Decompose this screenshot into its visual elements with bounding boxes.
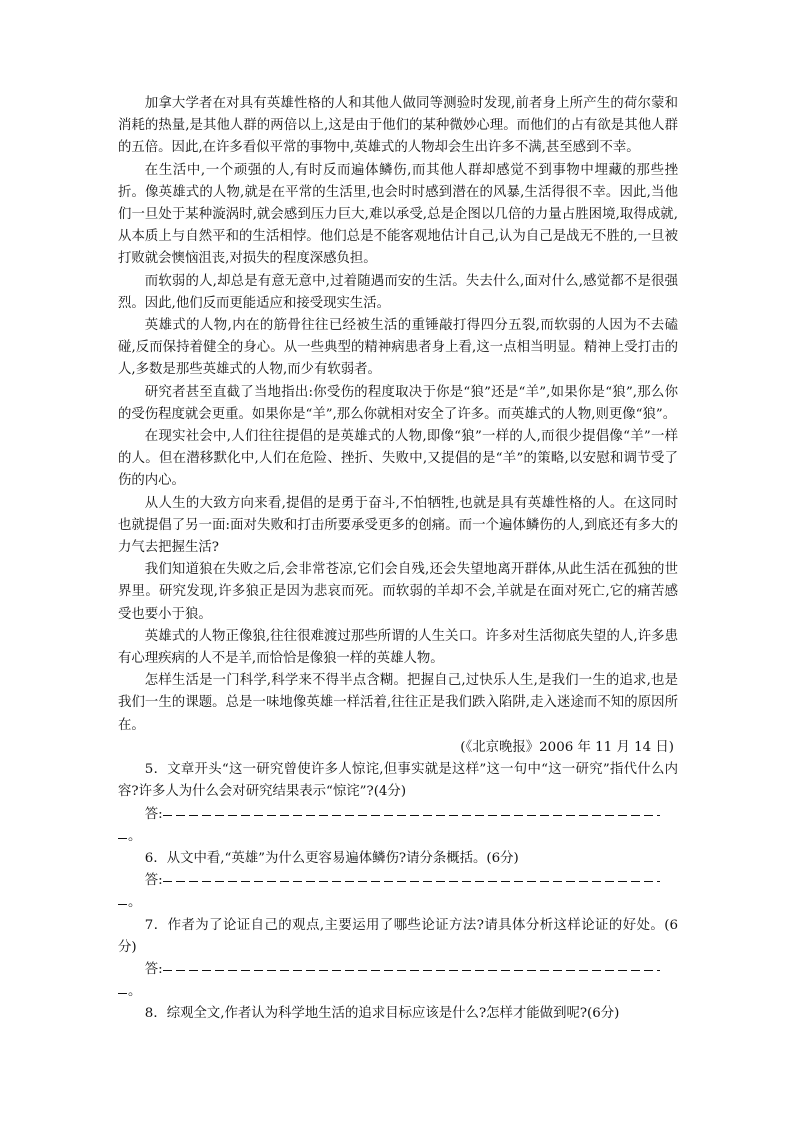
question-6: 6．从文中看,“英雄”为什么更容易遍体鳞伤?请分条概括。(6分) (144, 850, 519, 866)
question-7: 7．作者为了论证自己的观点,主要运用了哪些论证方法?请具体分析这样论证的好处。(6分) (118, 917, 678, 955)
answer-line-end (118, 892, 678, 914)
paragraph: 在生活中,一个顽强的人,有时反而遍体鳞伤,而其他人群却感觉不到事物中埋藏的那些挫折。像英雄式的人物,就是在平常的生活里,也会时时感到潜在的风暴,生活得很不幸。因此,当他们一旦处于某种漩涡时,就会感到压力巨大,难以承受,总是企图以几倍的力量占胜困境,取得成就,从本质上与自然平和的生活相悖。他们总是不能客观地估计自己,认为自己是战无不胜的,一旦被打败就会懊恼沮丧,对损失的程度深感负担。 (118, 162, 678, 267)
answer-blank[interactable] (163, 873, 660, 884)
answer-line-end (118, 826, 678, 848)
article-body (118, 93, 678, 1026)
paragraph: 怎样生活是一门科学,科学来不得半点含糊。把握自己,过快乐人生,是我们一生的追求,也是我们一生的课题。总是一味地像英雄一样活着,往往正是我们跌入陷阱,走入迷途而不知的原因所在。 (118, 673, 678, 733)
answer-blank[interactable] (163, 962, 660, 973)
answer-blank[interactable] (163, 807, 660, 818)
paragraph: 我们知道狼在失败之后,会非常苍凉,它们会自残,还会失望地离开群体,从此生活在孤独的世界里。研究发现,许多狼正是因为悲哀而死。而软弱的羊却不会,羊就是在面对死亡,它的痛苦感受也要小于狼。 (118, 562, 678, 622)
answer-line-end (118, 981, 678, 1003)
answer-label: 答: (144, 806, 163, 822)
answer-label: 答: (144, 961, 163, 977)
answer-end-mark: 。 (128, 828, 142, 844)
answer-line-5[interactable] (118, 804, 678, 826)
answer-blank-tail (118, 896, 128, 906)
paragraph: 英雄式的人物,内在的筋骨往往已经被生活的重锤敲打得四分五裂,而软弱的人因为不去磕碰,反而保持着健全的身心。从一些典型的精神病患者身上看,这一点相当明显。精神上受打击的人,多数是那些英雄式的人物,而少有软弱者。 (118, 318, 678, 378)
paragraph: 在现实社会中,人们往往提倡的是英雄式的人物,即像“狼”一样的人,而很少提倡像“羊”一样的人。但在潜移默化中,人们在危险、挫折、失败中,又提倡的是“羊”的策略,以安慰和调节受了伤的内心。 (118, 429, 678, 489)
article-source: (《北京晚报》2006 年 11 月 14 日) (460, 739, 674, 755)
paragraph: 英雄式的人物正像狼,往往很难渡过那些所谓的人生关口。许多对生活彻底失望的人,许多患有心理疾病的人不是羊,而恰恰是像狼一样的英雄人物。 (118, 628, 678, 667)
answer-blank-tail (118, 830, 128, 840)
answer-label: 答: (144, 873, 163, 889)
answer-end-mark: 。 (128, 895, 142, 911)
answer-blank-tail (118, 985, 128, 995)
paragraph: 而软弱的人,却总是有意无意中,过着随遇而安的生活。失去什么,面对什么,感觉都不是很强烈。因此,他们反而更能适应和接受现实生活。 (118, 273, 678, 311)
answer-end-mark: 。 (128, 984, 142, 1000)
question-8: 8．综观全文,作者认为科学地生活的追求目标应该是什么?怎样才能做到呢?(6分) (144, 1006, 620, 1022)
answer-line-6[interactable] (118, 870, 678, 892)
paragraph: 从人生的大致方向来看,提倡的是勇于奋斗,不怕牺牲,也就是具有英雄性格的人。在这同时也就提倡了另一面:面对失败和打击所要承受更多的创痛。而一个遍体鳞伤的人,到底还有多大的力气去把握生活? (118, 495, 678, 556)
question-5: 5．文章开头“这一研究曾使许多人惊诧,但事实就是这样”这一句中“这一研究”指代什么内容?许多人为什么会对研究结果表示“惊诧”?(4分) (118, 762, 678, 800)
answer-line-7[interactable] (118, 959, 678, 981)
paragraph: 研究者甚至直截了当地指出:你受伤的程度取决于你是“狼”还是“羊”,如果你是“狼”,那么你的受伤程度就会更重。如果你是“羊”,那么你就相对安全了许多。而英雄式的人物,则更像“狼”。 (118, 384, 678, 422)
paragraph: 加拿大学者在对具有英雄性格的人和其他人做同等测验时发现,前者身上所产生的荷尔蒙和消耗的热量,是其他人群的两倍以上,这是由于他们的某种微妙心理。而他们的占有欲是其他人群的五倍。因此,在许多看似平常的事物中,英雄式的人物却会生出许多不满,甚至感到不幸。 (118, 96, 678, 156)
